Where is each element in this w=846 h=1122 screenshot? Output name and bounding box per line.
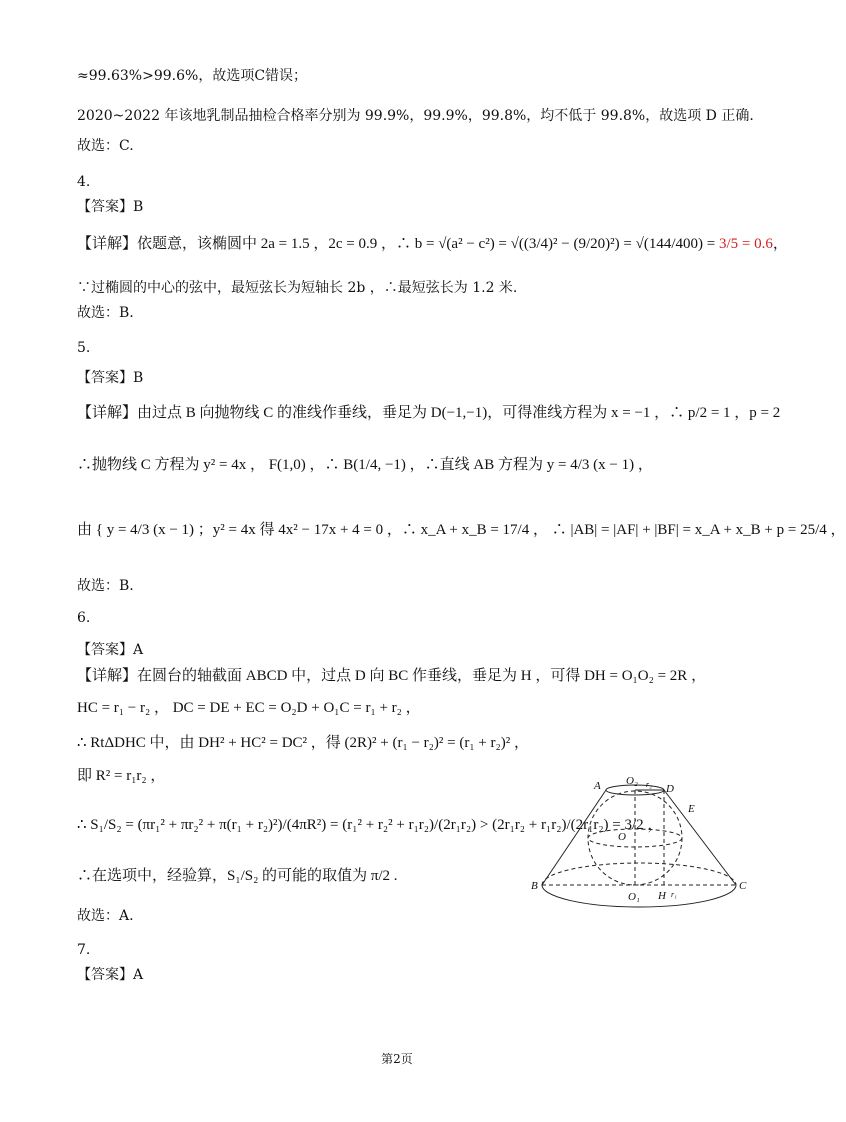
detail-6-line-6: ∴在选项中，经验算，S₁/S₂ 的可能的取值为 π/2 . [77,868,398,884]
answer-7: 【答案】A [77,967,144,983]
label-r1: r₁ [671,890,677,899]
label-a: A [594,780,601,792]
choice-6: 故选：A. [77,908,134,924]
bottom-ellipse-back [542,863,736,885]
detail-4-highlight: 3/5 = 0.6 [715,236,773,252]
right-generatrix [664,790,736,885]
text-line-1: ≈99.63%>99.6%，故选项C错误； [77,68,308,84]
detail-6-line-1: 【详解】在圆台的轴截面 ABCD 中，过点 D 向 BC 作垂线，垂足为 H ，可得 DH = O₁O₂ = 2R ， [77,668,707,684]
label-h: H [658,890,666,902]
left-generatrix [542,790,606,885]
detail-4-line-2: ∵过椭圆的中心的弦中，最短弦长为短轴长 2b ，∴最短弦长为 1.2 米. [77,280,518,296]
detail-4-end: ， [772,236,788,252]
answer-5: 【答案】B [77,370,144,386]
text-line-2: 2020~2022 年该地乳制品抽检合格率分别为 99.9%，99.9%，99.8%，均不低于 99.8%，故选项 D 正确. [77,108,754,124]
label-o1: O₁ [628,891,640,903]
answer-4: 【答案】B [77,199,144,215]
detail-6-line-2: HC = r₁ − r₂ ， DC = DE + EC = O₂D + O₁C = r₁ + r₂ ， [77,700,421,716]
question-number-5: 5. [77,340,91,356]
label-r2: r₂ [646,780,652,789]
question-number-6: 6. [77,610,91,626]
label-c: C [739,880,747,892]
answer-6: 【答案】A [77,642,144,658]
question-number-4: 4. [77,174,91,190]
detail-4-line-1 [77,234,788,254]
detail-6-line-5: ∴ S₁/S₂ = (πr₁² + πr₂² + π(r₁ + r₂)²)/(4πR²) = (r₁² + r₂² + r₁r₂)/(2r₁r₂) > (2r₁r₂ + r₁r₂)/(2r₁r₂) = 3/2 ， [77,817,663,833]
frustum-diagram [532,770,747,920]
sphere-equator [588,829,682,847]
choice-5: 故选：B. [77,578,134,594]
label-b: B [531,880,538,892]
label-d: D [666,783,674,795]
detail-5-line-1: 【详解】由过点 B 向抛物线 C 的准线作垂线，垂足为 D(−1,−1)，可得准线方程为 x = −1 ，∴ p/2 = 1 ，p = 2 [77,405,781,421]
label-o2: O₂ [626,775,638,787]
label-o: O [618,831,626,843]
question-number-7: 7. [77,942,91,958]
detail-4-formula: 【详解】依题意，该椭圆中 2a = 1.5 ，2c = 0.9 ，∴ b = √(a² − c²) = √((3/4)² − (9/20)²) = √(144/400) = [77,236,716,252]
page-number: 第2页 [381,1052,413,1066]
detail-5-line-2: ∴抛物线 C 方程为 y² = 4x ， F(1,0) ，∴ B(1/4, −1) ，∴直线 AB 方程为 y = 4/3 (x − 1) ， [77,457,653,473]
choice-4: 故选：B. [77,305,134,321]
label-e: E [688,803,695,815]
detail-6-line-4: 即 R² = r₁r₂ ， [77,768,166,784]
text-line-3: 故选：C. [77,138,134,154]
detail-6-line-3: ∴ RtΔDHC 中，由 DH² + HC² = DC² ，得 (2R)² + (r₁ − r₂)² = (r₁ + r₂)² ， [77,735,529,751]
detail-5-line-3: 由 { y = 4/3 (x − 1) ；y² = 4x 得 4x² − 17x + 4 = 0 ，∴ x_A + x_B = 17/4 ， ∴ |AB| = |AF| + |BF| = x_A + x_B + p = 25/4 ， [77,522,846,538]
